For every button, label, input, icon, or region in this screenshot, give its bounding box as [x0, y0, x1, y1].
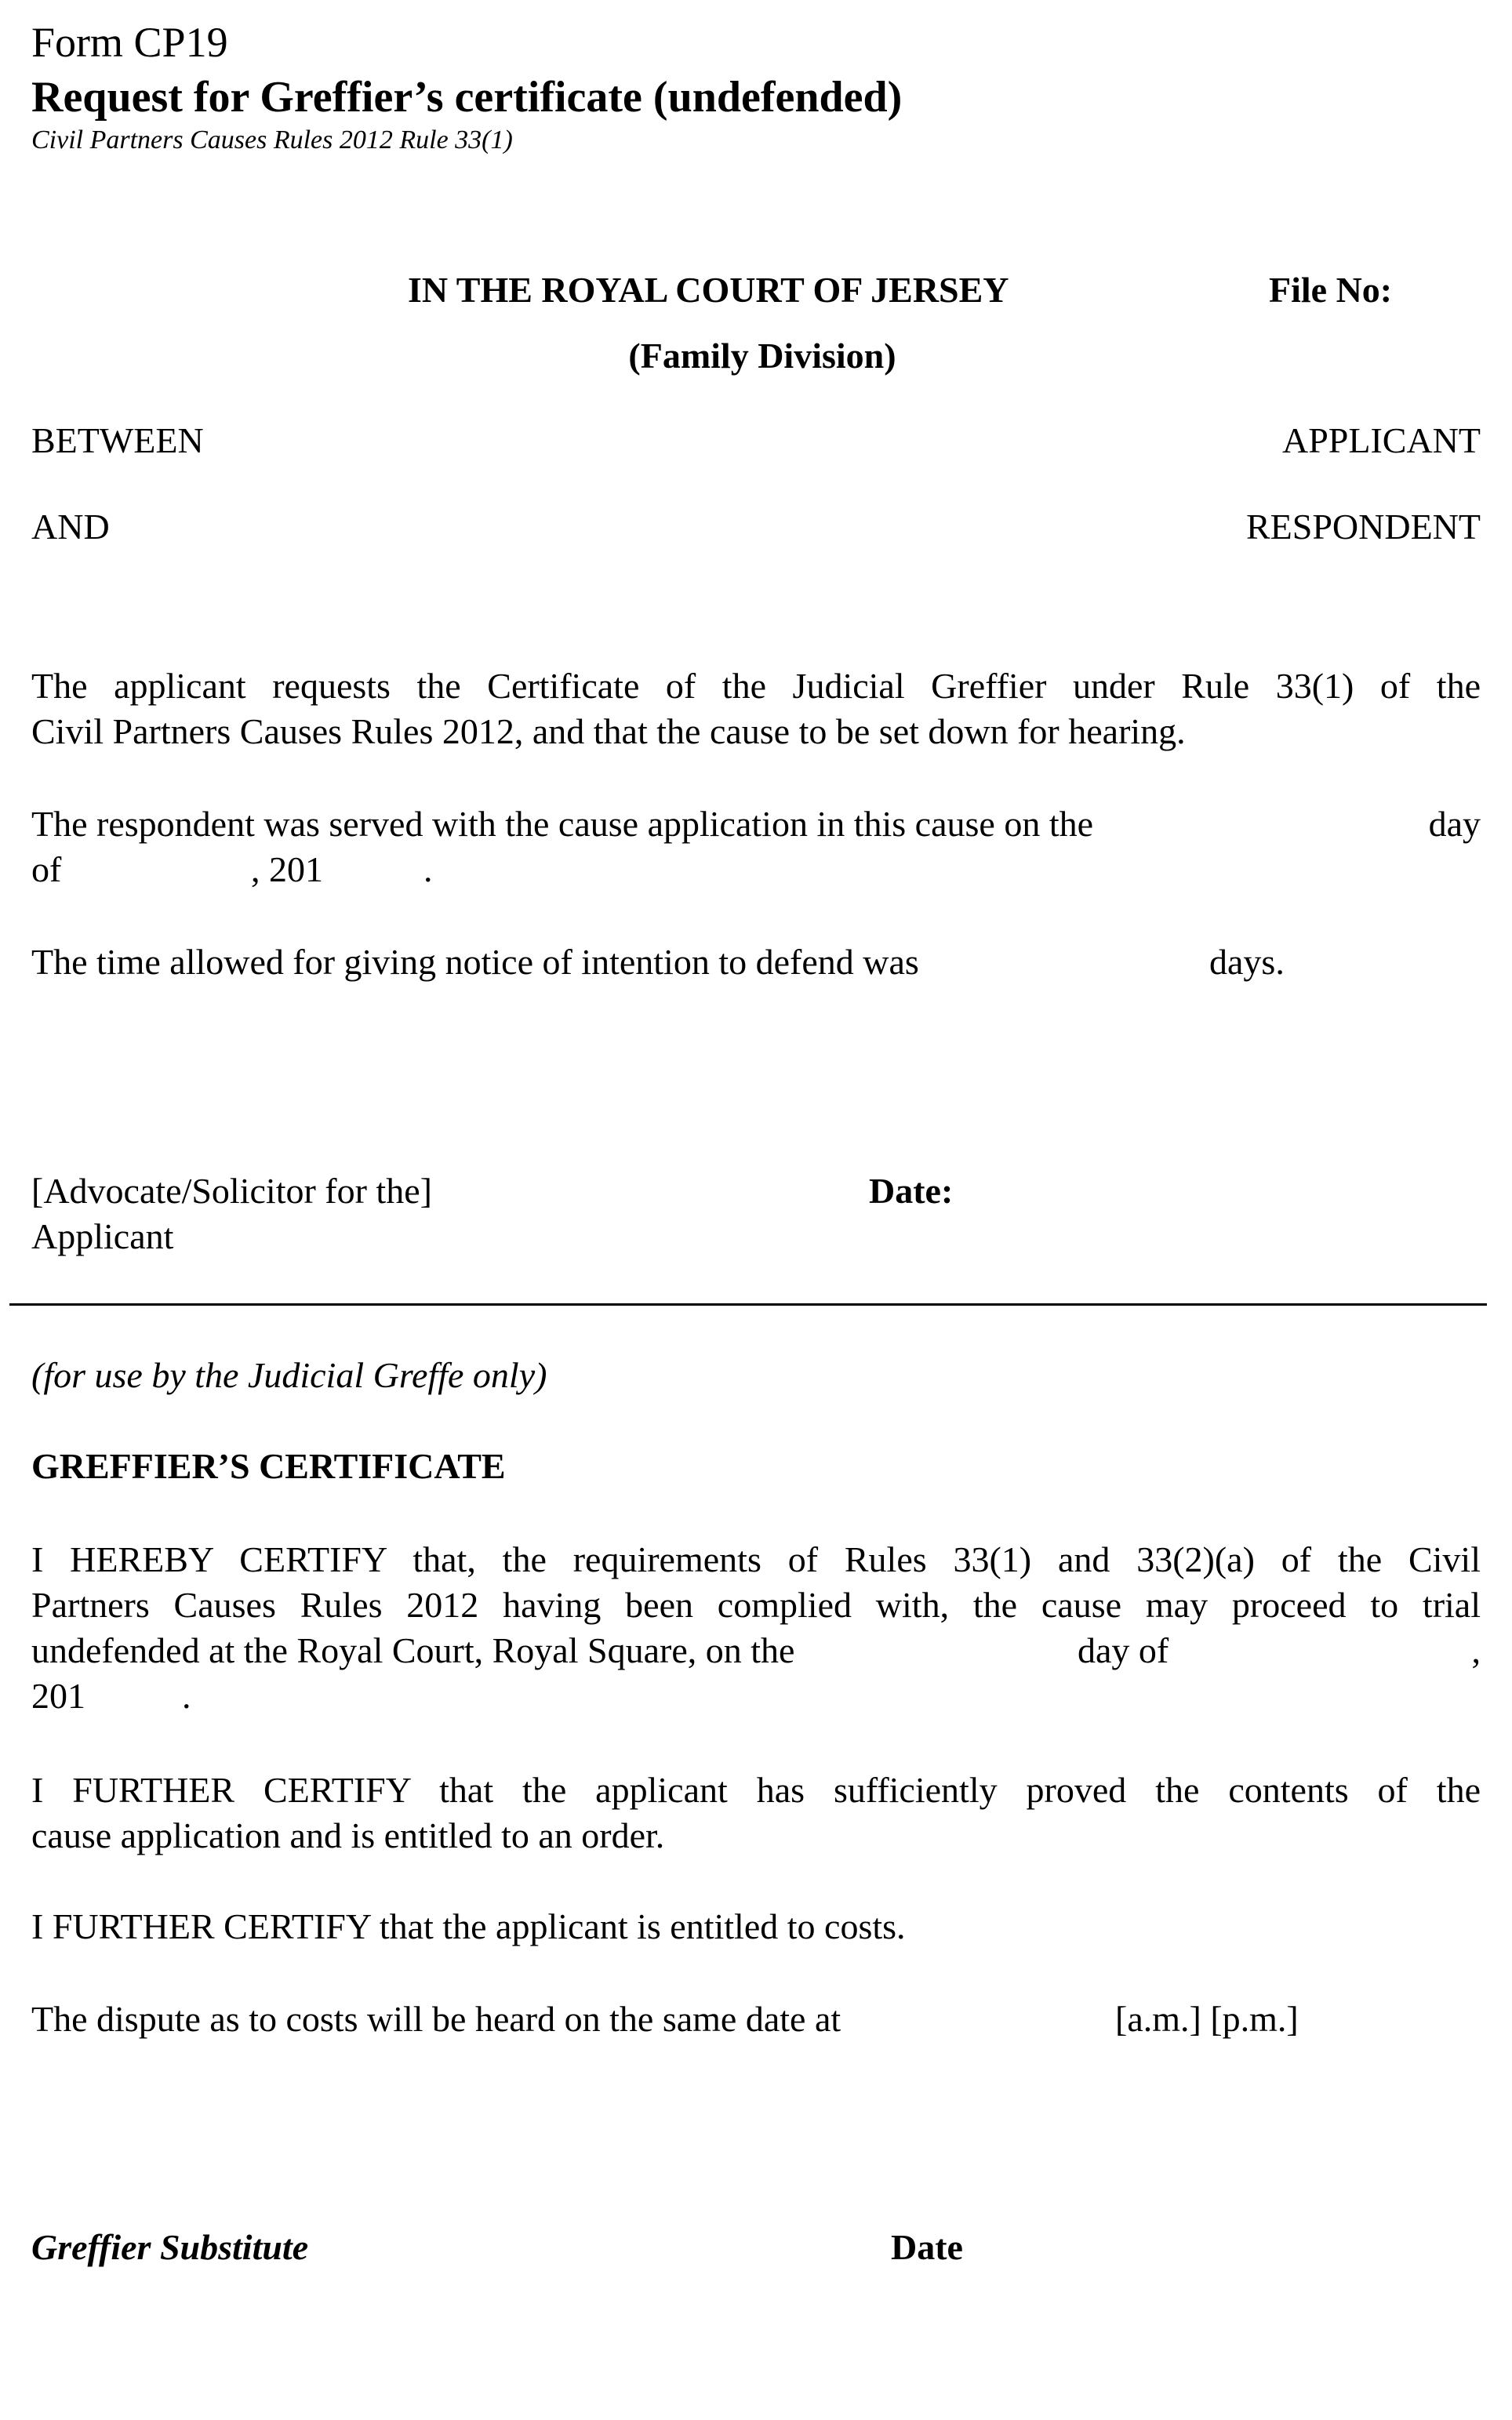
advocate-signature-line: [Advocate/Solicitor for the]	[31, 1171, 432, 1211]
request-paragraph-line: The applicant requests the Certificate of the Judicial Greffier under Rule 33(1) of the	[31, 666, 1481, 706]
file-no-label: File No:	[1269, 270, 1393, 310]
greffe-use-note: (for use by the Judicial Greffe only)	[31, 1355, 547, 1395]
costs-certify-line: I FURTHER CERTIFY that the applicant is entitled to costs.	[31, 1906, 906, 1946]
certify-line: Partners Causes Rules 2012 having been complied with, the cause may proceed to trial	[31, 1585, 1481, 1625]
and-label: AND	[31, 507, 110, 547]
certify-year-label: 201	[31, 1676, 85, 1716]
certify-paragraph	[31, 1537, 1481, 1719]
applicant-label: APPLICANT	[1281, 420, 1481, 460]
greffier-date-label: Date	[891, 2227, 963, 2267]
court-division: (Family Division)	[628, 336, 896, 376]
costs-dispute-text: The dispute as to costs will be heard on the same date at	[31, 1999, 841, 2039]
service-line	[31, 847, 1481, 892]
between-label: BETWEEN	[31, 420, 204, 460]
signature-date-label: Date:	[869, 1171, 954, 1211]
time-allowed-line	[31, 939, 1481, 985]
further-certify-line: I FURTHER CERTIFY that the applicant has sufficiently proved the contents of the	[31, 1770, 1481, 1810]
service-line	[31, 801, 1481, 847]
advocate-signature-role: Applicant	[31, 1216, 174, 1256]
time-allowed-text: The time allowed for giving notice of intention to defend was	[31, 942, 919, 982]
respondent-label: RESPONDENT	[1245, 507, 1481, 547]
certify-comma: ,	[1471, 1630, 1481, 1670]
further-certify-line: cause application and is entitled to an order.	[31, 1815, 665, 1855]
service-year-label: , 201	[251, 849, 323, 889]
request-paragraph-line: Civil Partners Causes Rules 2012, and that the cause to be set down for hearing.	[31, 711, 1186, 751]
costs-dispute-line	[31, 1997, 1481, 2042]
certify-day-of-label: day of	[1078, 1630, 1169, 1670]
days-label: days.	[1209, 942, 1285, 982]
rule-reference: Civil Partners Causes Rules 2012 Rule 33(1)	[31, 125, 513, 154]
court-name: IN THE ROYAL COURT OF JERSEY	[408, 270, 1009, 310]
form-title: Request for Greffier’s certificate (undefended)	[31, 73, 903, 122]
greffier-signature-label: Greffier Substitute	[31, 2227, 309, 2267]
am-pm-label: [a.m.] [p.m.]	[1115, 1999, 1299, 2039]
time-allowed-paragraph	[31, 939, 1481, 985]
certify-period: .	[182, 1676, 191, 1716]
form-code: Form CP19	[31, 19, 228, 66]
section-divider	[9, 1303, 1487, 1306]
certify-line	[31, 1628, 1481, 1673]
certify-line: I HEREBY CERTIFY that, the requirements of Rules 33(1) and 33(2)(a) of the Civil	[31, 1539, 1481, 1579]
costs-dispute-paragraph	[31, 1997, 1481, 2042]
certify-line	[31, 1673, 1481, 1719]
service-of-label: of	[31, 849, 62, 889]
certificate-heading: GREFFIER’S CERTIFICATE	[31, 1446, 506, 1486]
service-period: .	[423, 849, 433, 889]
request-paragraph	[31, 663, 1481, 754]
service-text: The respondent was served with the cause application in this cause on the	[31, 804, 1094, 844]
costs-certify-paragraph	[31, 1904, 1481, 1949]
certify-trial-text: undefended at the Royal Court, Royal Square, on the	[31, 1630, 795, 1670]
further-certify-paragraph	[31, 1768, 1481, 1859]
service-paragraph	[31, 801, 1481, 892]
service-day-label: day	[1428, 804, 1481, 844]
